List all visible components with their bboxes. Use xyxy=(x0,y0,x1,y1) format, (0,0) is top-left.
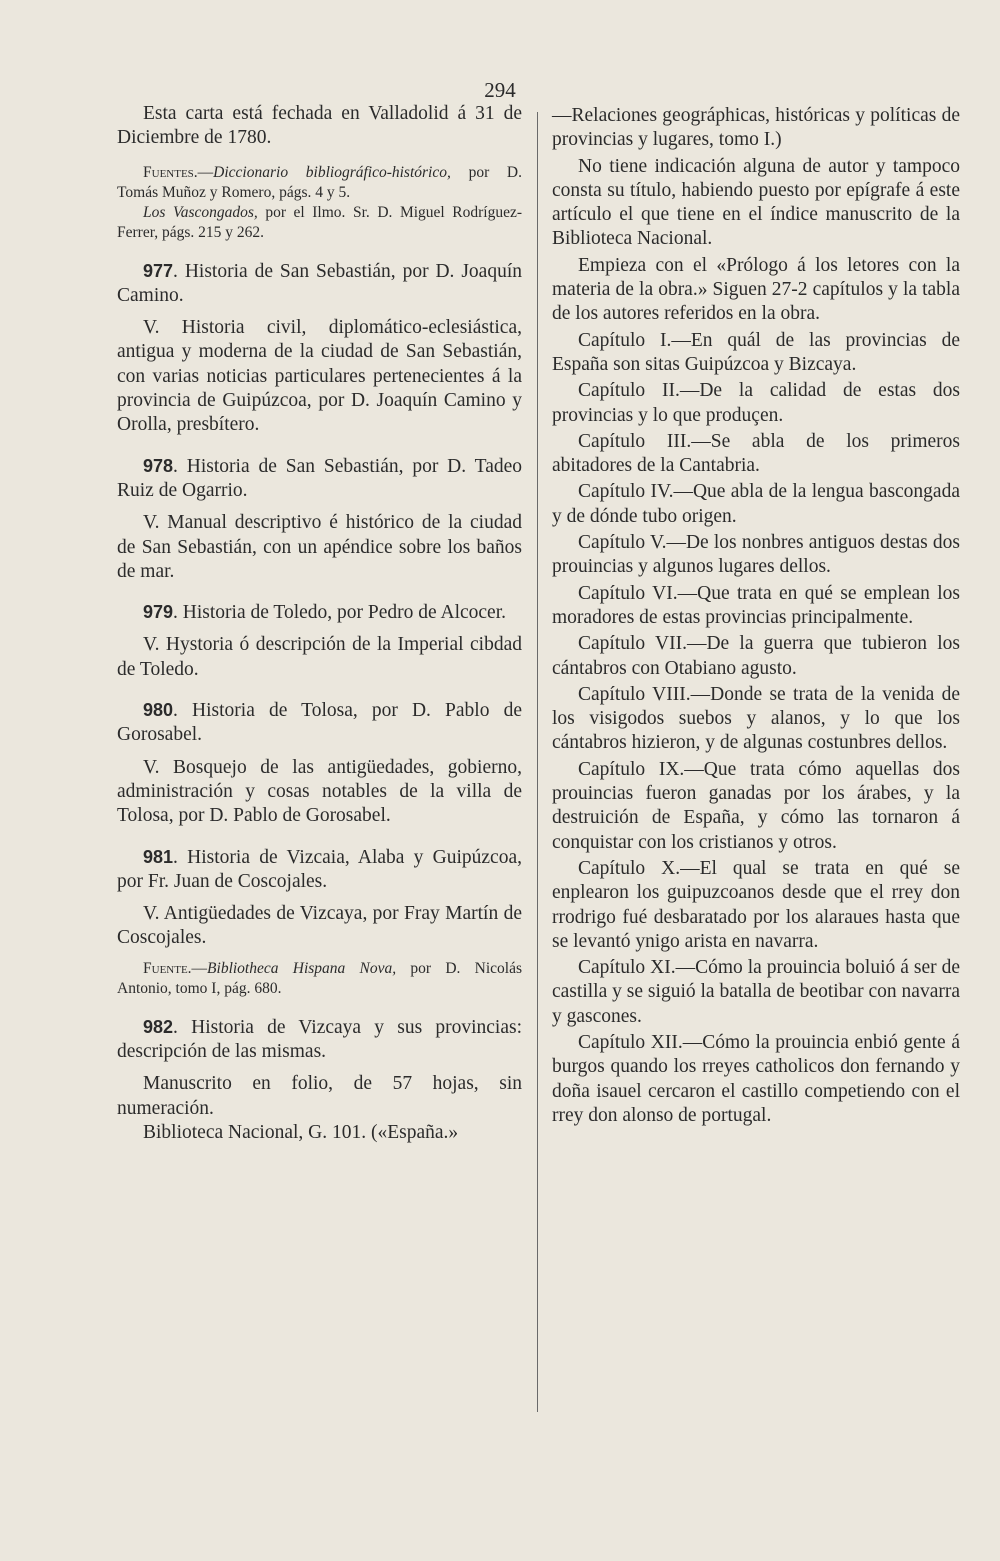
chapter-paragraph: Capítulo I.—En quál de las provincias de España son sitas Guipúzcoa y Bizcaya. xyxy=(552,329,960,375)
fuentes-label: Fuentes. xyxy=(143,163,198,181)
chapter-paragraph: Capítulo X.—El qual se trata en qué se enplearon los guipuzcoanos desde que el rrey don rrodrigo fué desbaratado por los alaraues hasta que se levantó ynigo arista en navarra. xyxy=(552,857,960,952)
entry-heading: 980. Historia de Tolosa, por D. Pablo de Gorosabel. xyxy=(117,700,522,746)
column-divider xyxy=(537,112,538,1412)
intro-text: Esta carta está fechada en Valladolid á 31 de Diciembre de 1780. xyxy=(117,103,522,149)
entry-982 xyxy=(117,1015,522,1145)
entry-title: Historia de San Sebastián, por D. Joaquín Camino. xyxy=(117,260,523,306)
chapter-paragraph: Capítulo VII.—De la guerra que tubieron los cántabros con Otabiano agusto. xyxy=(552,633,960,679)
fuente-title: Bibliotheca Hispana Nova, xyxy=(207,959,397,977)
paragraph: Empieza con el «Prólogo á los letores con la materia de la obra.» Siguen 27-2 capítulos y la tabla de los autores referidos en la obra. xyxy=(552,254,960,325)
entry-body: V. Manual descriptivo é histórico de la ciudad de San Sebastián, con un apéndice sobre los baños de mar. xyxy=(117,512,522,582)
chapter-paragraph: Capítulo XI.—Cómo la prouincia boluió á ser de castilla y se siguió la batalla de beotibar con navarra y gascones. xyxy=(552,957,960,1027)
entry-heading: 981. Historia de Vizcaia, Alaba y Guipúzcoa, por Fr. Juan de Coscojales. xyxy=(117,846,522,892)
entry-number: 981 xyxy=(143,846,174,867)
entry-978 xyxy=(117,454,522,584)
chapter-paragraph: Capítulo IX.—Que trata cómo aquellas dos prouincias fueron ganadas por los árabes, y la destruición de España, y cómo las tornaron á conquistar con los cristianos y otros. xyxy=(552,758,960,853)
entry-title: Historia de Vizcaya y sus provincias: descripción de las mismas. xyxy=(117,1016,522,1063)
fuentes-title-2: Los Vascongados, xyxy=(143,203,258,221)
entry-body: V. Hystoria ó descripción de la Imperial cibdad de Toledo. xyxy=(117,634,522,680)
entry-title: Historia de San Sebastián, por D. Tadeo Ruiz de Ogarrio. xyxy=(117,455,523,501)
entry-number: 977 xyxy=(143,260,174,281)
entry-number: 980 xyxy=(143,700,174,721)
chapter-paragraph: Capítulo IV.—Que abla de la lengua bascongada y de dónde tubo origen. xyxy=(552,481,960,527)
fuentes-976: Fuentes.—Diccionario bibliográfico-histórico, por D. Tomás Muñoz y Romero, págs. 4 y 5. xyxy=(117,163,523,201)
entry-number: 978 xyxy=(143,455,174,476)
fuentes-rest-1: por D. Tomás Muñoz y Romero, págs. 4 y 5. xyxy=(117,163,523,201)
entry-body: V. Antigüedades de Vizcaya, por Fray Martín de Coscojales. xyxy=(117,903,522,949)
fuente-rest: por D. Nicolás Antonio, tomo I, pág. 680. xyxy=(117,959,523,997)
entry-977 xyxy=(117,259,522,438)
entry-title: Historia de Vizcaia, Alaba y Guipúzcoa, por Fr. Juan de Coscojales. xyxy=(117,846,522,892)
chapter-paragraph: Capítulo VI.—Que trata en qué se emplean los moradores de estas provincias principalmente. xyxy=(552,582,960,628)
fuente-label: Fuente. xyxy=(143,959,192,977)
chapter-paragraph: Capítulo V.—De los nonbres antiguos destas dos prouincias y algunos lugares dellos. xyxy=(552,532,960,578)
entry-heading: 978. Historia de San Sebastián, por D. Tadeo Ruiz de Ogarrio. xyxy=(117,455,523,501)
fuentes-title-1: Diccionario bibliográfico-histórico, xyxy=(213,163,451,181)
entry-981 xyxy=(117,845,522,999)
fuente-981: Fuente.—Bibliotheca Hispana Nova, por D. Nicolás Antonio, tomo I, pág. 680. xyxy=(117,959,523,997)
entry-number: 982 xyxy=(143,1016,174,1037)
chapter-paragraph: Capítulo VIII.—Donde se trata de la venida de los visigodos suebos y alanos, y lo que los cántabros hizieron, y de algunas costunbres dellos. xyxy=(552,683,960,754)
paragraph: No tiene indicación alguna de autor y tampoco consta su título, habiendo puesto por epígrafe á este artículo el que tiene en el índice manuscrito de la Biblioteca Nacional. xyxy=(552,155,960,250)
entry-body: V. Historia civil, diplomático-eclesiástica, antigua y moderna de la ciudad de San Sebastián, con varias noticias particulares pertenecientes á la provincia de Guipúzcoa, por D. Joaquín Camino y Orolla, presbítero. xyxy=(117,317,522,436)
left-column xyxy=(117,102,522,1145)
entry-980 xyxy=(117,698,522,828)
entry-heading: 982. Historia de Vizcaya y sus provincias: descripción de las mismas. xyxy=(117,1016,522,1063)
entry-heading: 979. Historia de Toledo, por Pedro de Alcocer. xyxy=(143,602,506,624)
chapter-paragraph: Capítulo III.—Se abla de los primeros abitadores de la Cantabria. xyxy=(552,430,960,477)
page-number: 294 xyxy=(484,78,516,102)
chapter-paragraph: Capítulo XII.—Cómo la prouincia enbió gente á burgos quando los rreyes catholicos don fernando y doña isauel cercaron el castillo competiendo con el rrey don alonso de portugal. xyxy=(552,1031,960,1126)
fuentes-976-b xyxy=(117,203,522,243)
entry-title: Historia de Tolosa, por D. Pablo de Gorosabel. xyxy=(117,700,522,746)
entry-979 xyxy=(117,600,522,682)
fuentes-rest-2: por el Ilmo. Sr. D. Miguel Rodríguez-Ferrer, págs. 215 y 262. xyxy=(117,203,522,241)
entry-heading: 977. Historia de San Sebastián, por D. Joaquín Camino. xyxy=(117,260,523,306)
entry-title: Historia de Toledo, por Pedro de Alcocer. xyxy=(182,602,506,624)
paragraph: —Relaciones geográphicas, históricas y políticas de provincias y lugares, tomo I.) xyxy=(552,105,960,151)
entry-body: V. Bosquejo de las antigüedades, gobierno, administración y cosas notables de la villa de Tolosa, por D. Pablo de Gorosabel. xyxy=(117,756,522,827)
entry-number: 979 xyxy=(143,602,174,623)
entry-library: Biblioteca Nacional, G. 101. («España.» xyxy=(143,1121,459,1143)
chapter-paragraph: Capítulo II.—De la calidad de estas dos provincias y lo que produçen. xyxy=(552,380,960,426)
right-column xyxy=(552,102,960,1128)
entry-manuscript: Manuscrito en folio, de 57 hojas, sin numeración. xyxy=(117,1073,522,1119)
